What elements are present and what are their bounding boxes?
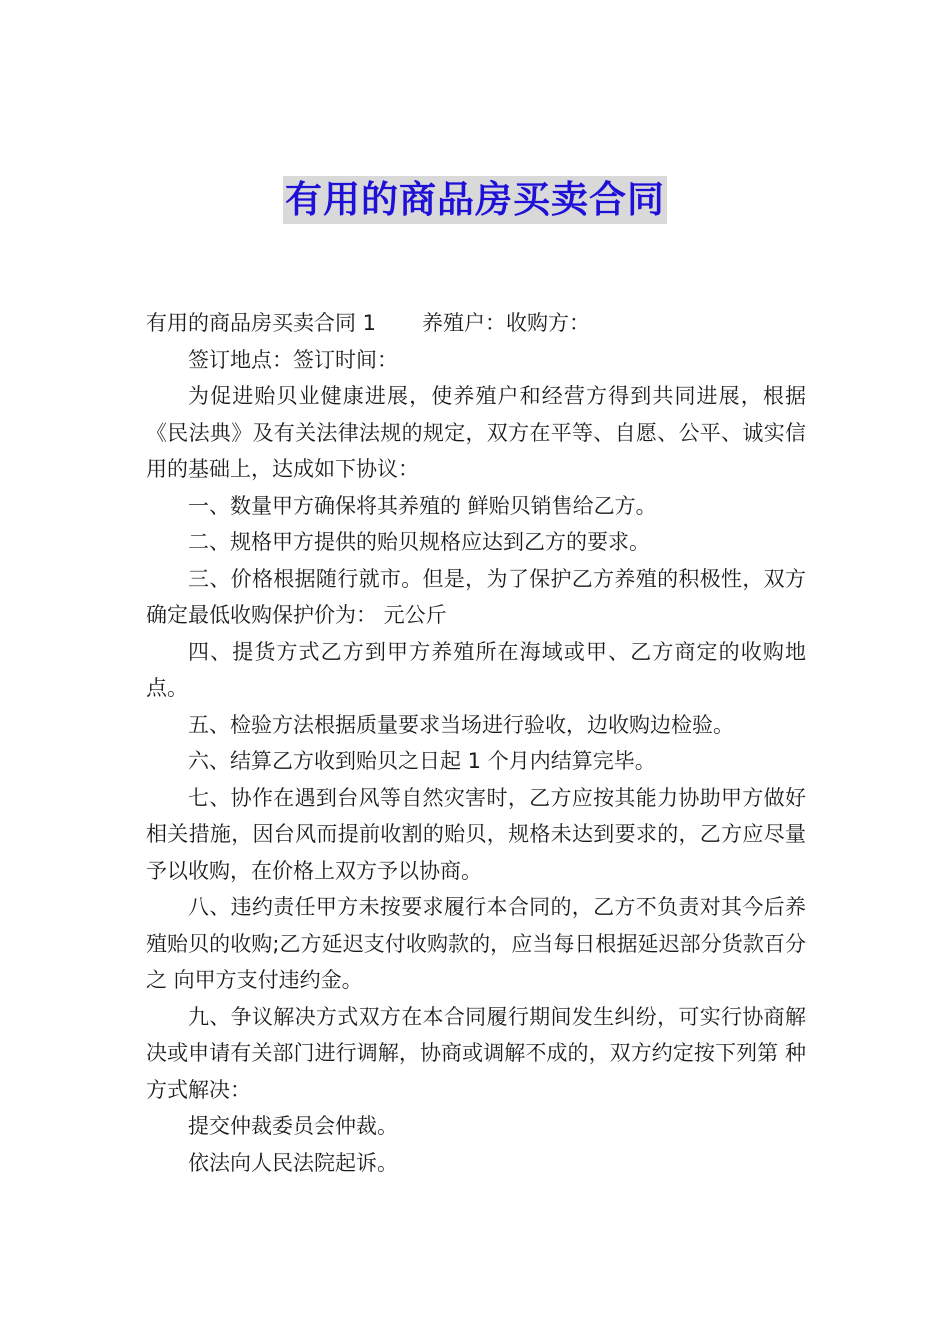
document-title: 有用的商品房买卖合同 [283, 176, 667, 224]
document-body [146, 305, 806, 1181]
paragraph-delivery: 四、提货方式乙方到甲方养殖所在海域或甲、乙方商定的收购地点。 [146, 639, 806, 700]
paragraph-inspection: 五、检验方法根据质量要求当场进行验收，边收购边检验。 [188, 712, 734, 737]
paragraph-arbitration: 提交仲裁委员会仲裁。 [188, 1114, 398, 1138]
paragraph-sign-info: 签订地点：签订时间： [188, 347, 398, 372]
paragraph-price: 三、价格根据随行就市。但是，为了保护乙方养殖的积极性，双方确定最低收购保护价为： 元公斤 [146, 566, 806, 627]
paragraph-litigation: 依法向人民法院起诉。 [188, 1150, 398, 1175]
contract-name: 有用的商品房买卖合同 1 [146, 311, 377, 335]
title-container [0, 176, 950, 224]
parties-label: 养殖户：收购方： [422, 311, 591, 335]
paragraph-settlement: 六、结算乙方收到贻贝之日起 1 个月内结算完毕。 [188, 749, 656, 773]
paragraph-preamble: 为促进贻贝业健康进展，使养殖户和经营方得到共同进展，根据《民法典》及有关法律法规的规定，双方在平等、自愿、公平、诚实信用的基础上，达成如下协议： [146, 384, 806, 481]
paragraph-cooperation: 七、协作在遇到台风等自然灾害时，乙方应按其能力协助甲方做好相关措施，因台风而提前收割的贻贝，规格未达到要求的，乙方应尽量予以收购，在价格上双方予以协商。 [146, 785, 806, 883]
paragraph-quantity: 一、数量甲方确保将其养殖的 鲜贻贝销售给乙方。 [188, 493, 657, 518]
paragraph-specification: 二、规格甲方提供的贻贝规格应达到乙方的要求。 [188, 530, 650, 554]
paragraph-dispute: 九、争议解决方式双方在本合同履行期间发生纠纷，可实行协商解决或申请有关部门进行调解，协商或调解不成的，双方约定按下列第 种方式解决： [146, 1004, 806, 1102]
paragraph-liability: 八、违约责任甲方未按要求履行本合同的，乙方不负责对其今后养殖贻贝的收购;乙方延迟支付收购款的，应当每日根据延迟部分货款百分之 向甲方支付违约金。 [146, 895, 806, 992]
contract-header-line [146, 305, 806, 342]
